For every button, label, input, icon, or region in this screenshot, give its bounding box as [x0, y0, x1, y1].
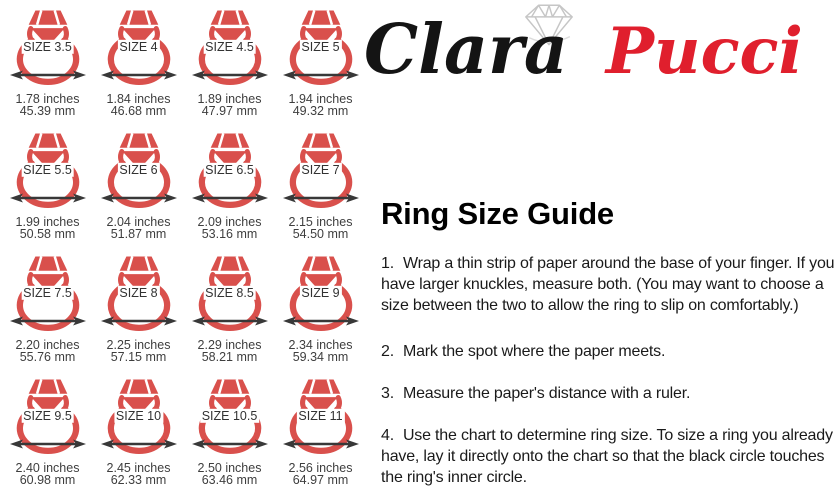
measurement-inches: 2.20 inches	[15, 338, 80, 352]
step-number: 3.	[381, 385, 394, 402]
ring-cell-size-5-5	[2, 130, 93, 253]
ring-size-label: SIZE 5	[301, 39, 340, 54]
measurement-mm: 54.50 mm	[292, 227, 349, 241]
ring-cell-size-10-5	[184, 376, 275, 499]
ring-cell-size-7	[275, 130, 366, 253]
double-headed-arrow-icon	[101, 438, 177, 450]
double-headed-arrow-icon	[101, 192, 177, 204]
ring-cell-size-9-5	[2, 376, 93, 499]
double-headed-arrow-icon	[10, 438, 86, 450]
ring-cell-size-11	[275, 376, 366, 499]
double-headed-arrow-icon	[101, 315, 177, 327]
info-panel	[360, 0, 838, 501]
measurement-mm: 45.39 mm	[19, 104, 76, 118]
page-title: Ring Size Guide	[381, 196, 614, 231]
double-headed-arrow-icon	[283, 315, 359, 327]
ring-cell-size-7-5	[2, 253, 93, 376]
brand-word-clara: Clara	[364, 10, 568, 90]
ring-size-label: SIZE 3.5	[23, 39, 72, 54]
measurement-mm: 53.16 mm	[201, 227, 258, 241]
measurement-mm: 57.15 mm	[110, 350, 167, 364]
measurement-mm: 47.97 mm	[201, 104, 258, 118]
measurement-mm: 60.98 mm	[19, 473, 76, 487]
ring-size-label: SIZE 11	[298, 408, 343, 423]
guide-content	[381, 197, 838, 488]
measurement-inches: 2.29 inches	[197, 338, 262, 352]
ring-size-label: SIZE 4	[119, 39, 158, 54]
guide-step-1	[381, 253, 838, 316]
ring-measurements	[289, 339, 353, 363]
measurement-mm: 49.32 mm	[292, 104, 349, 118]
ring-measurements	[16, 216, 80, 240]
measurement-inches: 2.34 inches	[288, 338, 353, 352]
ring-measurements	[107, 93, 171, 117]
ring-measurements	[198, 339, 262, 363]
ring-cell-size-4-5	[184, 7, 275, 130]
ring-measurements	[107, 339, 171, 363]
ring-measurements	[198, 462, 262, 486]
guide-step-4	[381, 425, 838, 488]
brand-name	[364, 10, 803, 92]
ring-cell-size-3-5	[2, 7, 93, 130]
ring-size-label: SIZE 8.5	[205, 285, 254, 300]
ring-measurements	[289, 216, 353, 240]
ring-cell-size-10	[93, 376, 184, 499]
ring-size-label: SIZE 4.5	[205, 39, 254, 54]
measurement-inches: 2.56 inches	[288, 461, 353, 475]
measurement-mm: 46.68 mm	[110, 104, 167, 118]
double-headed-arrow-icon	[192, 315, 268, 327]
measurement-inches: 1.89 inches	[197, 92, 262, 106]
measurement-inches: 1.84 inches	[106, 92, 171, 106]
ring-size-label: SIZE 6	[119, 162, 158, 177]
ring-measurements	[289, 462, 353, 486]
measurement-inches: 2.50 inches	[197, 461, 262, 475]
double-headed-arrow-icon	[283, 192, 359, 204]
ring-measurements	[198, 93, 262, 117]
step-text: Wrap a thin strip of paper around the base of your finger. If you have larger knuckles, measure both. (You may want to choose a size between the two to allow the ring to slip on comfortably.)	[381, 255, 835, 314]
measurement-mm: 51.87 mm	[110, 227, 167, 241]
ring-cell-size-8-5	[184, 253, 275, 376]
brand-logo	[360, 0, 838, 115]
ring-measurements	[16, 462, 80, 486]
step-number: 2.	[381, 343, 394, 360]
ring-measurements	[289, 93, 353, 117]
guide-step-2	[381, 341, 838, 362]
measurement-inches: 2.25 inches	[106, 338, 171, 352]
measurement-inches: 2.40 inches	[15, 461, 80, 475]
ring-size-label: SIZE 10.5	[201, 408, 258, 423]
measurement-inches: 2.15 inches	[288, 215, 353, 229]
double-headed-arrow-icon	[192, 438, 268, 450]
double-headed-arrow-icon	[283, 438, 359, 450]
ring-cell-size-6	[93, 130, 184, 253]
measurement-mm: 62.33 mm	[110, 473, 167, 487]
ring-size-label: SIZE 7	[301, 162, 340, 177]
step-number: 4.	[381, 427, 394, 444]
double-headed-arrow-icon	[10, 69, 86, 81]
ring-cell-size-6-5	[184, 130, 275, 253]
measurement-mm: 55.76 mm	[19, 350, 76, 364]
double-headed-arrow-icon	[101, 69, 177, 81]
ring-measurements	[16, 93, 80, 117]
measurement-mm: 58.21 mm	[201, 350, 258, 364]
ring-cell-size-4	[93, 7, 184, 130]
ring-size-label: SIZE 8	[119, 285, 158, 300]
double-headed-arrow-icon	[283, 69, 359, 81]
measurement-mm: 50.58 mm	[19, 227, 76, 241]
brand-word-pucci: Pucci	[605, 14, 803, 89]
measurement-mm: 63.46 mm	[201, 473, 258, 487]
ring-measurements	[107, 216, 171, 240]
ring-measurements	[107, 462, 171, 486]
ring-size-label: SIZE 7.5	[23, 285, 72, 300]
measurement-inches: 1.94 inches	[288, 92, 353, 106]
ring-cell-size-8	[93, 253, 184, 376]
ring-size-label: SIZE 9	[301, 285, 340, 300]
step-number: 1.	[381, 255, 394, 272]
double-headed-arrow-icon	[10, 192, 86, 204]
ring-size-chart	[2, 7, 366, 499]
ring-size-label: SIZE 10	[115, 408, 162, 423]
measurement-inches: 2.04 inches	[106, 215, 171, 229]
measurement-inches: 1.78 inches	[15, 92, 80, 106]
double-headed-arrow-icon	[10, 315, 86, 327]
ring-cell-size-9	[275, 253, 366, 376]
step-text: Mark the spot where the paper meets.	[402, 343, 666, 360]
guide-step-3	[381, 383, 838, 404]
measurement-inches: 2.09 inches	[197, 215, 262, 229]
measurement-mm: 59.34 mm	[292, 350, 349, 364]
step-text: Measure the paper's distance with a ruler.	[402, 385, 691, 402]
ring-size-label: SIZE 5.5	[23, 162, 72, 177]
measurement-inches: 2.45 inches	[106, 461, 171, 475]
measurement-mm: 64.97 mm	[292, 473, 349, 487]
ring-measurements	[16, 339, 80, 363]
ring-size-label: SIZE 6.5	[205, 162, 254, 177]
step-text: Use the chart to determine ring size. To size a ring you already have, lay it directly onto the chart so that the black circle touches the ring's inner circle.	[381, 427, 833, 486]
double-headed-arrow-icon	[192, 192, 268, 204]
ring-size-label: SIZE 9.5	[23, 408, 72, 423]
ring-cell-size-5	[275, 7, 366, 130]
ring-measurements	[198, 216, 262, 240]
measurement-inches: 1.99 inches	[15, 215, 80, 229]
double-headed-arrow-icon	[192, 69, 268, 81]
